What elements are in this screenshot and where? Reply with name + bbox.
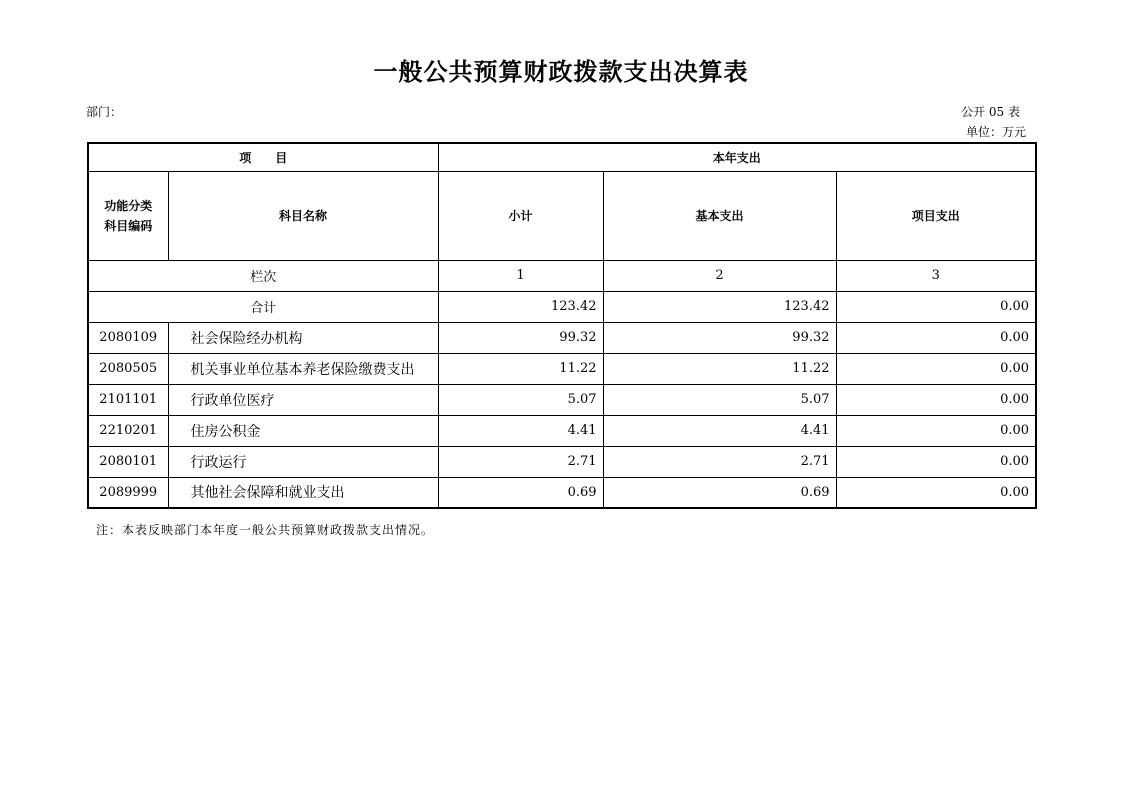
row-subtotal: 0.69 bbox=[438, 477, 603, 508]
table-row bbox=[88, 415, 1036, 446]
row-name: 行政单位医疗 bbox=[168, 384, 438, 415]
row-project: 0.00 bbox=[836, 415, 1036, 446]
row-basic: 99.32 bbox=[603, 322, 836, 353]
table-row bbox=[88, 477, 1036, 508]
row-project: 0.00 bbox=[836, 353, 1036, 384]
row-code: 2210201 bbox=[88, 415, 168, 446]
total-basic: 123.42 bbox=[603, 291, 836, 322]
column-row-label: 栏次 bbox=[88, 260, 438, 291]
row-code: 2101101 bbox=[88, 384, 168, 415]
row-code: 2089999 bbox=[88, 477, 168, 508]
row-project: 0.00 bbox=[836, 322, 1036, 353]
row-project: 0.00 bbox=[836, 446, 1036, 477]
table-row bbox=[88, 384, 1036, 415]
header-item: 项 目 bbox=[88, 143, 438, 171]
row-basic: 0.69 bbox=[603, 477, 836, 508]
row-name: 社会保险经办机构 bbox=[168, 322, 438, 353]
row-name: 住房公积金 bbox=[168, 415, 438, 446]
footnote: 注：本表反映部门本年度一般公共预算财政拨款支出情况。 bbox=[96, 523, 435, 537]
row-code: 2080109 bbox=[88, 322, 168, 353]
table-row bbox=[88, 322, 1036, 353]
row-code: 2080101 bbox=[88, 446, 168, 477]
header-func-code: 功能分类 科目编码 bbox=[88, 171, 168, 260]
row-code: 2080505 bbox=[88, 353, 168, 384]
expenditure-table bbox=[87, 142, 1037, 509]
row-subtotal: 2.71 bbox=[438, 446, 603, 477]
row-basic: 2.71 bbox=[603, 446, 836, 477]
row-project: 0.00 bbox=[836, 384, 1036, 415]
column-number: 2 bbox=[603, 260, 836, 291]
row-name: 机关事业单位基本养老保险缴费支出 bbox=[168, 353, 438, 384]
row-basic: 5.07 bbox=[603, 384, 836, 415]
row-subtotal: 99.32 bbox=[438, 322, 603, 353]
total-subtotal: 123.42 bbox=[438, 291, 603, 322]
column-number: 1 bbox=[438, 260, 603, 291]
row-subtotal: 11.22 bbox=[438, 353, 603, 384]
table-row bbox=[88, 353, 1036, 384]
header-project: 项目支出 bbox=[836, 171, 1036, 260]
total-project: 0.00 bbox=[836, 291, 1036, 322]
header-current-year: 本年支出 bbox=[438, 143, 1036, 171]
header-subject-name: 科目名称 bbox=[168, 171, 438, 260]
table-code: 公开 05 表 bbox=[961, 105, 1020, 119]
header-basic: 基本支出 bbox=[603, 171, 836, 260]
table-row bbox=[88, 446, 1036, 477]
column-number: 3 bbox=[836, 260, 1036, 291]
row-basic: 4.41 bbox=[603, 415, 836, 446]
row-basic: 11.22 bbox=[603, 353, 836, 384]
department-label: 部门： bbox=[86, 105, 123, 119]
header-subtotal: 小计 bbox=[438, 171, 603, 260]
row-name: 其他社会保障和就业支出 bbox=[168, 477, 438, 508]
total-label: 合计 bbox=[88, 291, 438, 322]
row-name: 行政运行 bbox=[168, 446, 438, 477]
row-subtotal: 4.41 bbox=[438, 415, 603, 446]
row-subtotal: 5.07 bbox=[438, 384, 603, 415]
page-title: 一般公共预算财政拨款支出决算表 bbox=[373, 57, 749, 86]
unit-label: 单位：万元 bbox=[965, 125, 1026, 139]
row-project: 0.00 bbox=[836, 477, 1036, 508]
